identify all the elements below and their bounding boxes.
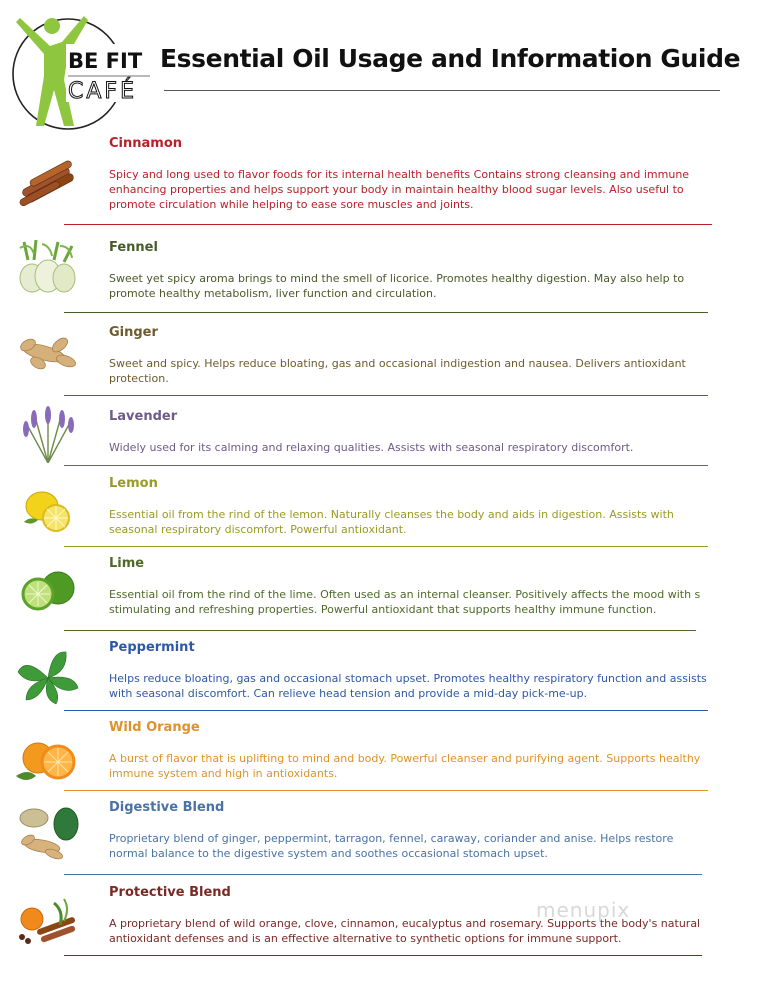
oil-description: Spicy and long used to flavor foods for its internal health benefits Contains strong cleansing and immune enhancing properties and helps support your body in maintain healthy blood sugar levels. Also useful to promote circulation while helping to ease sore muscles and joints.: [109, 168, 690, 211]
lime-fruit-icon: [14, 562, 82, 620]
oil-name: Lemon: [109, 476, 158, 491]
oil-description: Sweet and spicy. Helps reduce bloating, gas and occasional indigestion and nausea. Delivers antioxidant protection.: [109, 357, 686, 385]
lavender-sprig-icon: [14, 405, 82, 463]
entry-divider: [64, 710, 708, 711]
logo-figure-icon: [10, 14, 160, 134]
oil-name: Fennel: [109, 240, 158, 255]
oil-description: A burst of flavor that is uplifting to mind and body. Powerful cleanser and purifying agent. Supports healthy immune system and high in antioxidants.: [109, 752, 701, 780]
lemon-fruit-icon: [14, 482, 82, 540]
oil-name: Ginger: [109, 325, 158, 340]
be-fit-cafe-logo: [10, 14, 160, 134]
entry-divider: [64, 955, 702, 956]
title-divider: [164, 90, 720, 91]
oil-name: Protective Blend: [109, 885, 231, 900]
entry-divider: [64, 224, 712, 225]
entry-divider: [64, 790, 708, 791]
oil-description: Essential oil from the rind of the lime. Often used as an internal cleanser. Positively affects the mood with s stimulating and refreshing properties. Powerful antioxidant that supports healthy immune function.: [109, 588, 701, 616]
entry-divider: [64, 312, 708, 313]
mint-leaves-icon: [14, 648, 82, 706]
page-title: Essential Oil Usage and Information Guide: [160, 44, 741, 73]
oil-description: Helps reduce bloating, gas and occasional stomach upset. Promotes healthy respiratory function and assists with seasonal discomfort. Can relieve head tension and provide a mid-day pick-me-up.: [109, 672, 707, 700]
entry-divider: [64, 874, 702, 875]
entry-divider: [64, 630, 696, 631]
oil-name: Lime: [109, 556, 145, 571]
oil-description: Widely used for its calming and relaxing qualities. Assists with seasonal respiratory discomfort.: [109, 441, 634, 454]
protective-spices-icon: [14, 893, 82, 951]
digestive-herbs-icon: [14, 806, 82, 864]
oil-description: Sweet yet spicy aroma brings to mind the smell of licorice. Promotes healthy digestion. May also help to promote healthy metabolism, liver function and circulation.: [109, 272, 685, 300]
ginger-root-icon: [14, 323, 82, 381]
oil-name: Cinnamon: [109, 136, 183, 151]
entry-divider: [64, 546, 708, 547]
logo-text-line2: CAFÉ: [68, 79, 137, 104]
cinnamon-sticks-icon: [14, 154, 82, 212]
entry-divider: [64, 465, 708, 466]
oil-name: Digestive Blend: [109, 800, 225, 815]
logo-text-line1: BE FIT: [68, 49, 143, 73]
oil-name: Peppermint: [109, 640, 195, 655]
orange-fruit-icon: [14, 732, 82, 790]
fennel-bulb-icon: [14, 240, 82, 298]
oil-name: Wild Orange: [109, 720, 200, 735]
entry-divider: [64, 395, 708, 396]
oil-description: A proprietary blend of wild orange, clove, cinnamon, eucalyptus and rosemary. Supports the body's natural antioxidant defenses and is an effective alternative to synthetic options for immune support.: [109, 917, 701, 945]
oil-description: Essential oil from the rind of the lemon. Naturally cleanses the body and aids in digestion. Assists with seasonal respiratory discomfort. Powerful antioxidant.: [109, 508, 674, 536]
oil-description: Proprietary blend of ginger, peppermint, tarragon, fennel, caraway, coriander and anise. Helps restore normal balance to the digestive system and soothes occasional stomach upset.: [109, 832, 674, 860]
oil-name: Lavender: [109, 409, 178, 424]
watermark-text: menupix: [536, 898, 631, 922]
